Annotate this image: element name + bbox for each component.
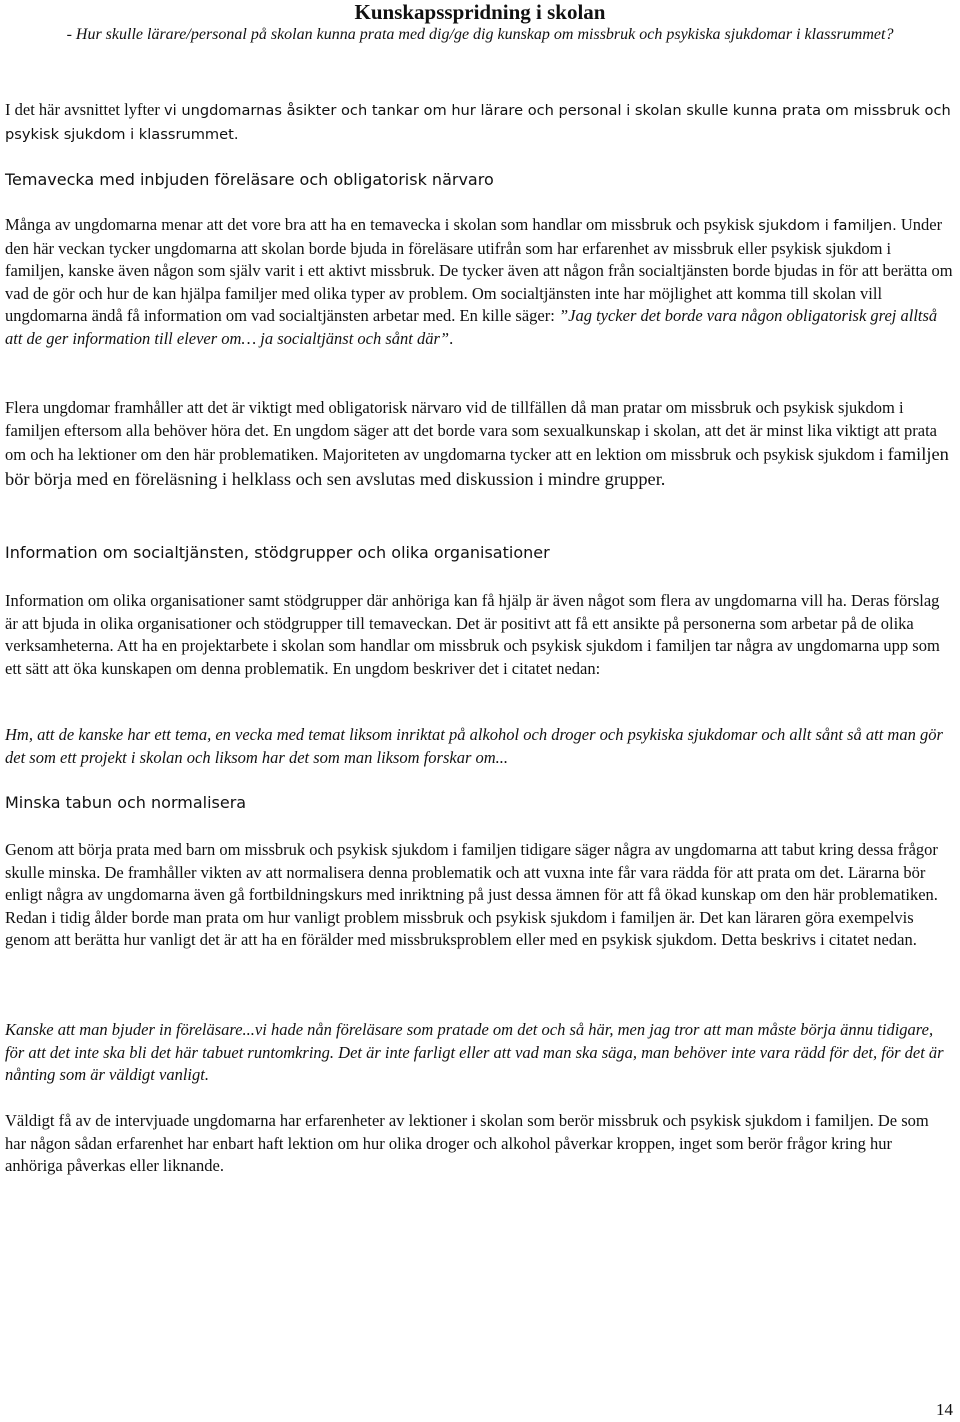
temavecka-paragraph-1 [5,214,953,351]
temavecka-p1-c: Under den här veckan tycker ungdomarna att skolan borde bjuda in föreläsare utifrån som har erfarenhet av missbruk eller psykisk sjukdom i familjen, kanske även någon som själv varit i ett aktivt missbruk. De tycker även att någon från socialtjänsten borde bjudas in för att berätta om vad de gör och hur de kan hjälpa familjer med olika typer av problem. Om socialtjänsten inte har möjlighet att komma till skolan vill ungdomarna ändå få information om vad socialtjänsten arbetar med. En kille säger: [5,215,953,326]
temavecka-quote: ”Jag tycker det borde vara någon obligatorisk grej alltså att de ger information till elever om… ja socialtjänst och sånt där” [5,306,938,348]
tabu-paragraph-2: Väldigt få av de intervjuade ungdomarna har erfarenheter av lektioner i skolan som berör missbruk och psykisk sjukdom i familjen. De som har någon sådan erfarenhet har enbart haft lektion om hur olika droger och alkohol påverkar kroppen, inget som berör frågor kring hur anhöriga påverkas eller liknande. [5,1111,929,1176]
information-quote: Hm, att de kanske har ett tema, en vecka med temat liksom inriktat på alkohol och droger och psykiska sjukdomar och allt sånt så att man gör det som ett projekt i skolan och liksom har det som man liksom forskar om... [5,725,943,767]
temavecka-p2-a: Flera ungdomar framhåller att det är viktigt med obligatorisk närvaro vid de tillfällen då man pratar om missbruk och psykisk sjukdom i familjen eftersom alla behöver höra det. En ungdom säger att det borde vara som sexualkunskap i skolan, att det är minst lika viktigt att prata om och ha lektioner om den här problematiken. Majoriteten av ungdomarna tycker att en lektion om missbruk och psykisk sjukdom i [5,398,937,465]
temavecka-p1-end: . [449,328,454,348]
intro-text-serif: I det här avsnittet lyfter [5,100,164,119]
tabu-paragraph-1: Genom att börja prata med barn om missbruk och psykisk sjukdom i familjen tidigare säger några av ungdomarna att tabut kring dessa frågor skulle minska. De framhåller vikten av att normalisera denna problematik och att vuxna inte får vara rädda för att prata om det. Lärarna bör enligt några av ungdomarna även gå fortbildningskurs med inriktning på just dessa ämnen för att få ökad kunskap om den här problematiken. Redan i tidig ålder borde man prata om hur vanligt problem missbruk och psykisk sjukdom i familjen är. Det kan läraren göra exempelvis genom att berätta hur vanligt det är att ha en förälder med missbruksproblem eller med en psykisk sjukdom. Detta beskrivs i citatet nedan. [5,840,938,950]
section-heading-information: Information om socialtjänsten, stödgrupper och olika organisationer [5,543,550,562]
page-subtitle: - Hur skulle lärare/personal på skolan kunna prata med dig/ge dig kunskap om missbruk och psykiska sjukdomar i klassrummet? [66,26,894,43]
page-number: 14 [936,1400,953,1419]
tabu-quote: Kanske att man bjuder in föreläsare...vi hade nån föreläsare som pratade om det och så här, men jag tror att man måste börja ännu tidigare, för att det inte ska bli det här tabuet runtomkring. Det är inte farligt eller att vad man ska säga, man behöver inte vara rädd för det, för det är nånting som är väldigt vanligt. [5,1020,944,1085]
temavecka-p1-a: Många av ungdomarna menar att det vore bra att ha en temavecka i skolan som handlar om missbruk och psykisk [5,215,759,234]
page-title: Kunskapsspridning i skolan [354,0,606,24]
temavecka-paragraph-2 [5,397,953,491]
temavecka-p2-b: familjen bör börja med en föreläsning i helklass och sen avslutas med diskussion i mindre grupper. [5,444,949,489]
intro-text-sans: vi ungdomarnas åsikter och tankar om hur lärare och personal i skolan skulle kunna prata om missbruk och psykisk sjukdom i klassrummet. [5,102,951,143]
section-heading-temavecka: Temavecka med inbjuden föreläsare och obligatorisk närvaro [5,170,494,189]
section-heading-tabu: Minska tabun och normalisera [5,793,247,812]
information-paragraph: Information om olika organisationer samt stödgrupper där anhöriga kan få hjälp är även något som flera av ungdomarna vill ha. Deras förslag är att bjuda in olika organisationer och stödgrupper till temaveckan. Det är positivt att få ett ansikte på personerna som arbetar på de olika verksamheterna. Att ha en projektarbete i skolan som handlar om missbruk och psykisk sjukdom i familjen tar några av ungdomarna upp som ett sätt att öka kunskapen om denna problematik. En ungdom beskriver det i citatet nedan: [5,591,940,678]
temavecka-p1-b: sjukdom i familjen. [758,217,897,234]
intro-paragraph [5,99,953,146]
